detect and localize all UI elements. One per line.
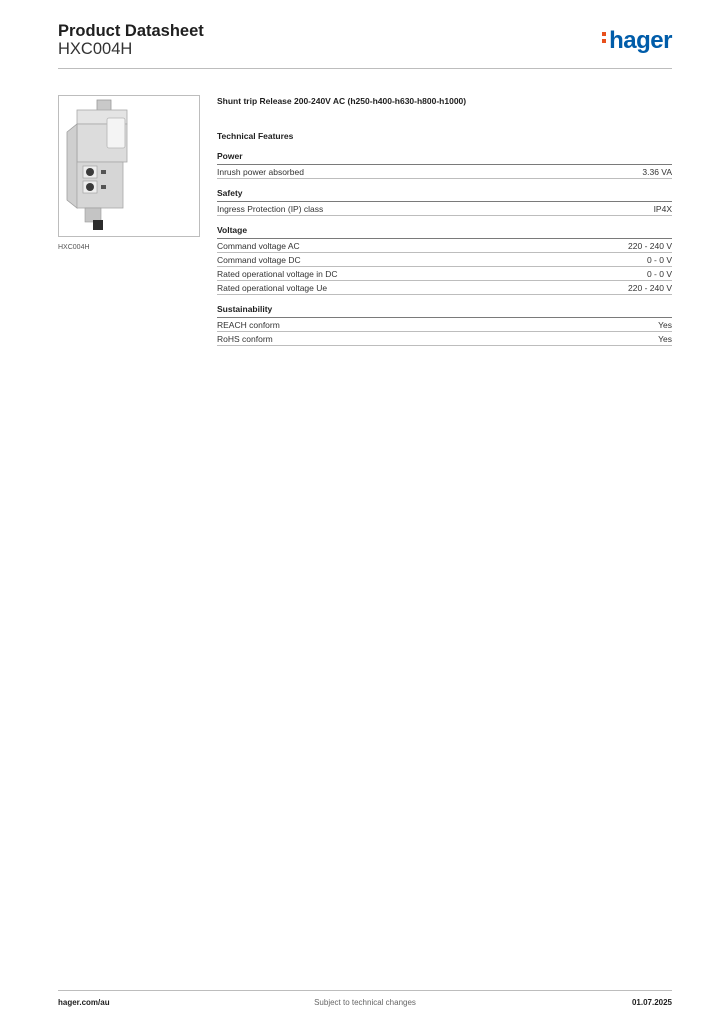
section-sustainability: [217, 304, 672, 346]
section-voltage: [217, 225, 672, 295]
section-power: [217, 151, 672, 179]
spec-label: Command voltage DC: [217, 255, 301, 265]
spec-label: Command voltage AC: [217, 241, 300, 251]
spec-label: REACH conform: [217, 320, 280, 330]
section-title: Power: [217, 151, 672, 165]
header-divider: [58, 68, 672, 69]
spec-value: 220 - 240 V: [628, 241, 672, 251]
product-title: Shunt trip Release 200-240V AC (h250-h400-h630-h800-h1000): [217, 96, 467, 106]
spec-label: RoHS conform: [217, 334, 273, 344]
datasheet-content: [217, 95, 672, 346]
product-image: [58, 95, 200, 237]
document-title: Product Datasheet: [58, 22, 204, 40]
spec-value: Yes: [658, 334, 672, 344]
spec-value: Yes: [658, 320, 672, 330]
spec-row: [217, 281, 672, 295]
hager-logo: [602, 27, 672, 55]
section-title: Sustainability: [217, 304, 672, 318]
technical-features-heading: Technical Features: [217, 131, 294, 141]
section-safety: [217, 188, 672, 216]
section-title: Voltage: [217, 225, 672, 239]
logo-text: hager: [609, 27, 672, 54]
spec-label: Ingress Protection (IP) class: [217, 204, 324, 214]
spec-value: 0 - 0 V: [646, 269, 672, 279]
spec-label: Rated operational voltage Ue: [217, 283, 328, 293]
spec-row: [217, 318, 672, 332]
footer-website-link[interactable]: hager.com/au: [58, 998, 110, 1007]
spec-row: [217, 202, 672, 216]
footer-divider: [58, 990, 672, 991]
spec-row: [217, 239, 672, 253]
spec-row: [217, 332, 672, 346]
footer-date: 01.07.2025: [631, 998, 672, 1007]
spec-value: IP4X: [653, 204, 672, 214]
spec-value: 220 - 240 V: [628, 283, 672, 293]
product-code: HXC004H: [58, 40, 133, 58]
spec-label: Rated operational voltage in DC: [217, 269, 338, 279]
spec-row: [217, 165, 672, 179]
spec-row: [217, 267, 672, 281]
section-title: Safety: [217, 188, 672, 202]
document-header: [58, 22, 672, 70]
image-caption: HXC004H: [58, 244, 90, 251]
spec-label: Inrush power absorbed: [217, 167, 304, 177]
logo-dots-icon: [602, 29, 607, 46]
spec-row: [217, 253, 672, 267]
shunt-trip-device-icon: [59, 96, 199, 236]
footer-notice: Subject to technical changes: [314, 998, 416, 1007]
spec-value: 0 - 0 V: [646, 255, 672, 265]
spec-value: 3.36 VA: [642, 167, 672, 177]
